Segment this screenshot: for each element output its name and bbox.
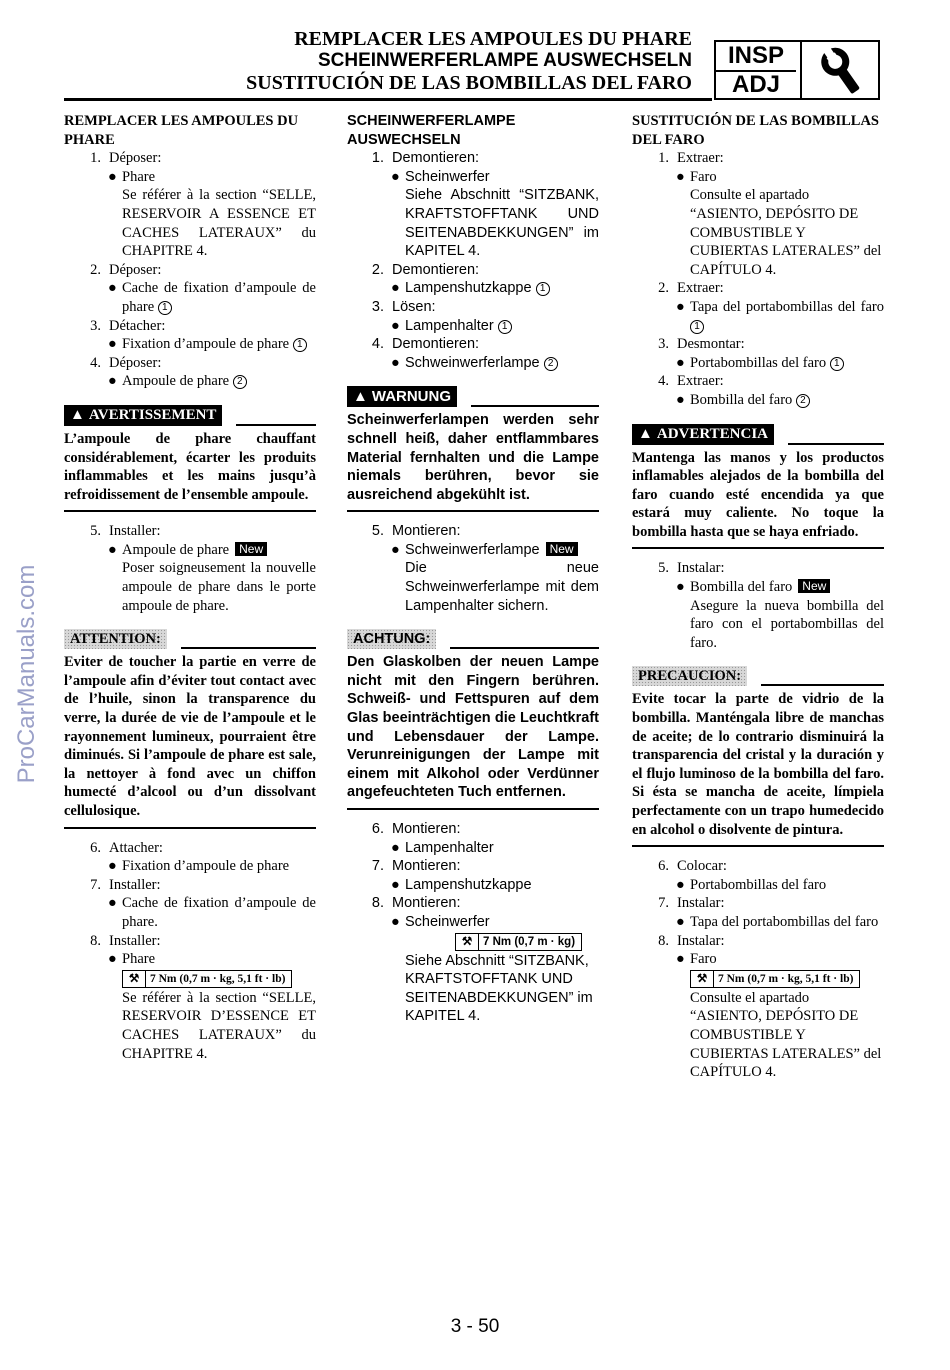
- header-title-de: SCHEINWERFERLAMPE AUSWECHSELN: [317, 50, 692, 71]
- torque-wrench-icon: ⚒: [456, 934, 479, 950]
- note: Se référer à la section “SELLE, RESERVOIR A ESSENCE ET CACHES LATERAUX” du CHAPITRE 4.: [122, 187, 316, 260]
- warning-text: Mantenga las manos y los productos inflamables alejados de la bombilla del faro cuando esté encendida ya que estará muy caliente. No toque la bombilla hasta que se haya enfriado.: [632, 449, 884, 550]
- list-item: ● Ampoule de phare 2: [64, 372, 316, 391]
- step-7: 7. Montieren:: [371, 858, 461, 875]
- step-6: 6. Colocar:: [658, 858, 727, 875]
- step-4: 4. Demontieren:: [371, 336, 480, 353]
- note: Consulte el apartado “ASIENTO, DEPÓSITO DE COMBUSTIBLE Y CUBIERTAS LATERALES” del CAPÍTULO 4.: [690, 989, 882, 1081]
- torque-spec: ⚒ 7 Nm (0,7 m · kg): [347, 932, 599, 952]
- list-item: ● Fixation d’ampoule de phare 1: [64, 335, 316, 354]
- caution-block: [632, 666, 884, 847]
- step-8: 8. Montieren:: [371, 895, 461, 912]
- warning-triangle-icon: ▲: [353, 388, 368, 406]
- callout-1: 1: [690, 320, 704, 334]
- torque-spec: ⚒ 7 Nm (0,7 m · kg, 5,1 ft · lb): [64, 969, 316, 989]
- step-7: 7. Installer:: [90, 876, 161, 893]
- warning-block: [347, 386, 599, 512]
- warning-label: ▲ ADVERTENCIA: [632, 424, 774, 445]
- list-item: ● Faro: [676, 951, 717, 968]
- caution-block: [347, 629, 599, 810]
- step-7: 7. Instalar:: [658, 895, 725, 912]
- callout-1: 1: [498, 320, 512, 334]
- list-item: ● Lampenshutzkappe 1: [347, 279, 599, 298]
- list-item: ● Phare: [108, 168, 156, 185]
- note: Asegure la nueva bombilla del faro con el portabombillas del faro.: [690, 597, 884, 651]
- warning-text: L’ampoule de phare chauffant considérablement, écarter les produits inflammables et les mains jusqu’à refroidissement de l’ensemble ampoule.: [64, 430, 316, 512]
- header-title-es: SUSTITUCIÓN DE LAS BOMBILLAS DEL FARO: [246, 72, 692, 94]
- callout-1: 1: [293, 338, 307, 352]
- callout-2: 2: [544, 357, 558, 371]
- step-3: 3. Détacher:: [90, 317, 166, 334]
- note: Siehe Abschnitt “SITZBANK, KRAFTSTOFFTANK UND SEITENABDEKKUNGEN” im KAPITEL 4.: [405, 187, 599, 260]
- step-4: 4. Déposer:: [90, 354, 162, 371]
- warning-block: [632, 424, 884, 550]
- page-number: 3 - 50: [450, 1316, 500, 1337]
- torque-spec: ⚒ 7 Nm (0,7 m · kg, 5,1 ft · lb): [632, 969, 884, 989]
- list-item: ● Scheinwerfer: [391, 168, 490, 185]
- step-4: 4. Extraer:: [658, 373, 724, 390]
- list-item: ● Scheinwerfer: [391, 913, 490, 930]
- list-item: ● Tapa del portabombillas del faro 1: [676, 298, 884, 332]
- list-item: ● Lampenshutzkappe: [391, 876, 532, 893]
- new-badge: New: [235, 542, 267, 556]
- torque-wrench-icon: ⚒: [691, 971, 714, 987]
- column-spanish: [632, 112, 884, 1082]
- header-title-fr: REMPLACER LES AMPOULES DU PHARE: [294, 28, 692, 50]
- callout-2: 2: [796, 394, 810, 408]
- caution-text: Evite tocar la parte de vidrio de la bombilla. Manténgala libre de manchas de aceite; de lo contrario disminuirá la transparencia del cristal y la duración y el flujo luminoso de la bombilla del faro. Si ésta se mancha de aceite, límpiela perfectamente con un trapo humedecido en alcohol o disolvente de pintura.: [632, 690, 884, 847]
- list-item: ● Cache de fixation d’ampoule de phare 1: [108, 280, 316, 315]
- list-item: ● Cache de fixation d’ampoule de phare.: [108, 895, 316, 930]
- new-badge: New: [798, 579, 830, 593]
- step-5: 5. Instalar:: [658, 560, 725, 577]
- warning-label: ▲ WARNUNG: [347, 386, 457, 407]
- torque-wrench-icon: ⚒: [123, 971, 146, 987]
- list-item: ● Fixation d’ampoule de phare: [108, 858, 290, 875]
- list-item: ● Phare: [108, 951, 156, 968]
- list-item: ● Bombilla del faro 2: [632, 391, 884, 410]
- warning-block: [64, 405, 316, 512]
- callout-2: 2: [233, 375, 247, 389]
- new-badge: New: [546, 542, 578, 556]
- caution-label: ATTENTION:: [64, 629, 167, 649]
- step-8: 8. Installer:: [90, 932, 161, 949]
- list-item: ● Portabombillas del faro: [676, 876, 827, 893]
- note: Die neue Schweinwerferlampe mit dem Lampenhalter sichern.: [405, 560, 599, 614]
- list-item: ● Schweinwerferlampe 2: [347, 354, 599, 373]
- callout-1: 1: [158, 301, 172, 315]
- step-8: 8. Instalar:: [658, 932, 725, 949]
- warning-label: ▲ AVERTISSEMENT: [64, 405, 222, 426]
- caution-label: ACHTUNG:: [347, 629, 436, 649]
- list-item: ● Lampenhalter 1: [347, 317, 599, 336]
- section-title: SUSTITUCIÓN DE LAS BOMBILLAS DEL FARO: [632, 113, 879, 148]
- step-3: 3. Lösen:: [371, 298, 436, 315]
- step-6: 6. Montieren:: [371, 821, 461, 837]
- list-item: ● Lampenhalter: [391, 839, 494, 856]
- badge-insp: INSP: [716, 42, 796, 72]
- column-french: [64, 112, 316, 1063]
- caution-block: [64, 629, 316, 828]
- note: Se référer à la section “SELLE, RESERVOIR D’ESSENCE ET CACHES LATERAUX” du CHAPITRE 4.: [122, 989, 316, 1062]
- note: Poser soigneusement la nouvelle ampoule de phare dans le porte ampoule de phare.: [122, 560, 316, 614]
- warning-text: Scheinwerferlampen werden sehr schnell heiß, daher entflammbares Material fernhalten und die Lampe niemals berühren, bevor sie ausreichend abgekühlt ist.: [347, 411, 599, 512]
- step-5: 5. Montieren:: [371, 523, 461, 540]
- step-2: 2. Demontieren:: [371, 261, 480, 278]
- list-item: ● Portabombillas del faro 1: [632, 354, 884, 373]
- step-1: 1. Demontieren:: [371, 150, 480, 167]
- header-rule: [64, 98, 712, 101]
- step-3: 3. Desmontar:: [658, 336, 745, 353]
- step-5: 5. Installer:: [90, 523, 161, 540]
- list-item: ● Tapa del portabombillas del faro: [676, 913, 879, 930]
- step-1: 1. Extraer:: [658, 150, 724, 167]
- badge-adj: ADJ: [731, 71, 780, 98]
- column-german: [347, 112, 599, 1026]
- step-2: 2. Déposer:: [90, 261, 162, 278]
- caution-text: Den Glaskolben der neuen Lampe nicht mit den Fingern berühren. Schweiß- und Fettspuren auf dem Glas beeinträchtigen die Leuchtkraft und Lebensdauer der Lampe. Verunreinigungen der Lampe mit einem mit Alkohol oder Verdünner angefeuchteten Tuch entfernen.: [347, 653, 599, 810]
- list-item: ● Bombilla del faro New: [632, 578, 884, 597]
- wrench-icon: [800, 40, 880, 100]
- caution-text: Eviter de toucher la partie en verre de l’ampoule afin d’éviter tout contact avec de l’huile, sinon la transparence du verre, la durée de vie de l’ampoule et le rayonnement lumineux, pourraient être diminués. Si l’ampoule de phare est sale, la nettoyer à fond avec un chiffon humecté d’alcool ou d’un dissolvant cellulosique.: [64, 653, 316, 828]
- warning-triangle-icon: ▲: [70, 406, 85, 423]
- list-item: ● Faro: [676, 168, 717, 185]
- step-2: 2. Extraer:: [658, 280, 724, 297]
- step-6: 6. Attacher:: [90, 839, 163, 856]
- note: Consulte el apartado “ASIENTO, DEPÓSITO DE COMBUSTIBLE Y CUBIERTAS LATERALES” del CAPÍTULO 4.: [690, 187, 882, 278]
- warning-triangle-icon: ▲: [638, 425, 653, 442]
- callout-1: 1: [536, 282, 550, 296]
- step-1: 1. Déposer:: [90, 150, 162, 167]
- list-item: ● Schweinwerferlampe New: [347, 541, 599, 560]
- callout-1: 1: [830, 357, 844, 371]
- watermark: ProCarManuals.com: [13, 564, 40, 784]
- section-title: REMPLACER LES AMPOULES DU PHARE: [64, 113, 299, 148]
- caution-label: PRECAUCION:: [632, 666, 747, 686]
- section-title: SCHEINWERFERLAMPE AUSWECHSELN: [347, 113, 516, 148]
- list-item: ● Ampoule de phare New: [64, 541, 316, 560]
- note: Siehe Abschnitt “SITZBANK, KRAFTSTOFFTANK UND SEITENABDEKKUNGEN” im KAPITEL 4.: [405, 952, 593, 1025]
